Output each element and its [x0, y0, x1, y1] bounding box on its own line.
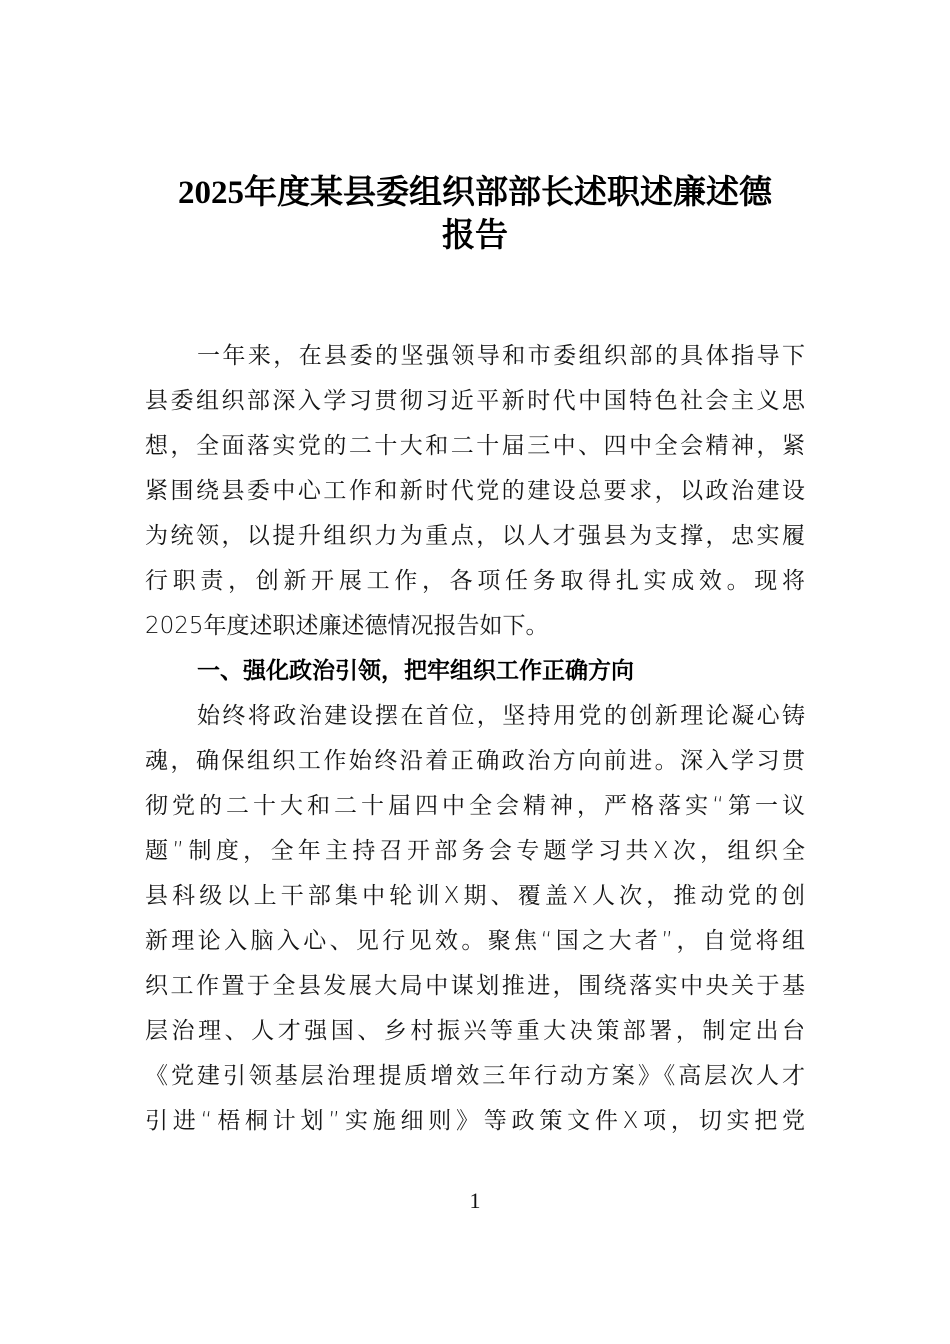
- paragraph-line: 一年来，在县委的坚强领导和市委组织部的具体指导下: [197, 343, 805, 369]
- page-number: 1: [469, 1188, 481, 1213]
- paragraph-line: 紧围绕县委中心工作和新时代党的建设总要求，以政治建设: [145, 478, 805, 504]
- paragraph-line: 2025年度述职述廉述德情况报告如下。: [145, 613, 549, 639]
- paragraph-line: 为统领，以提升组织力为重点，以人才强县为支撑，忠实履: [145, 523, 805, 549]
- paragraph-line: 题”制度，全年主持召开部务会专题学习共X次，组织全: [145, 838, 805, 864]
- paragraph-line: 层治理、人才强国、乡村振兴等重大决策部署，制定出台: [145, 1018, 805, 1044]
- document-title-line-1: 2025年度某县委组织部部长述职述廉述德: [178, 175, 772, 211]
- paragraph-line: 彻党的二十大和二十届四中全会精神，严格落实“第一议: [145, 793, 805, 819]
- paragraph-line: 想，全面落实党的二十大和二十届三中、四中全会精神，紧: [145, 433, 805, 459]
- paragraph-line: 始终将政治建设摆在首位，坚持用党的创新理论凝心铸: [197, 703, 805, 729]
- paragraph-line: 县委组织部深入学习贯彻习近平新时代中国特色社会主义思: [145, 388, 805, 414]
- document-title-line-2: 报告: [442, 218, 508, 254]
- paragraph-line: 县科级以上干部集中轮训X期、覆盖X人次，推动党的创: [145, 883, 805, 909]
- paragraph-line: 新理论入脑入心、见行见效。聚焦“国之大者”，自觉将组: [145, 928, 805, 954]
- paragraph-line: 织工作置于全县发展大局中谋划推进，围绕落实中央关于基: [145, 973, 805, 999]
- paragraph-line: 魂，确保组织工作始终沿着正确政治方向前进。深入学习贯: [145, 748, 805, 774]
- paragraph-line: 《党建引领基层治理提质增效三年行动方案》《高层次人才: [145, 1063, 805, 1089]
- section-heading: 一、强化政治引领，把牢组织工作正确方向: [197, 658, 634, 684]
- paragraph-line: 引进“梧桐计划”实施细则》等政策文件X项，切实把党: [145, 1108, 805, 1134]
- paragraph-line: 行职责，创新开展工作，各项任务取得扎实成效。现将: [145, 568, 805, 594]
